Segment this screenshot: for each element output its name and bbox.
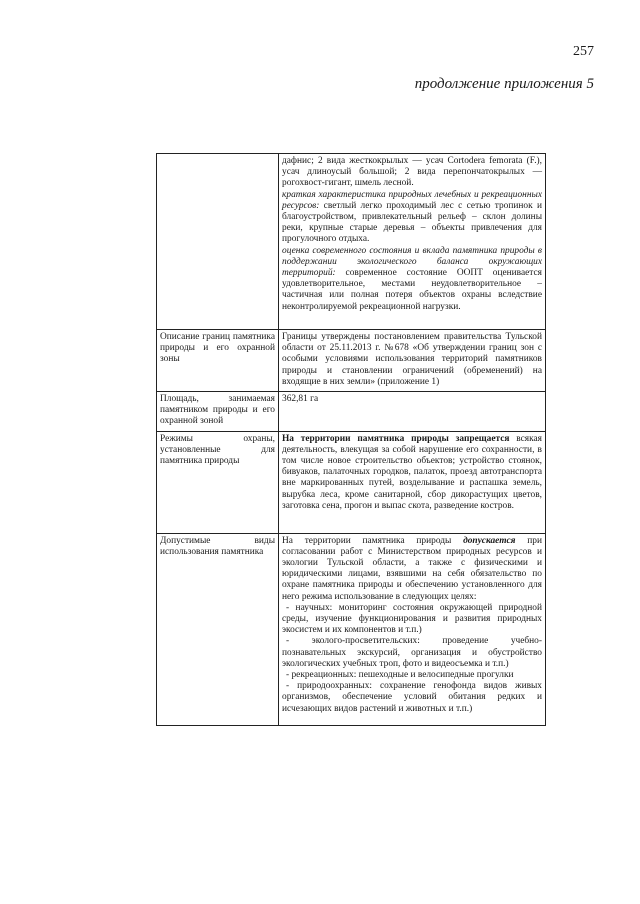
regime-lead: На территории памятника природы запрещается xyxy=(282,433,510,444)
monument-info-table xyxy=(156,153,546,726)
row-label: Допустимые виды использования памятника xyxy=(157,533,279,725)
regime-text: всякая деятельность, влекущая за собой нарушение его сохранности, в том числе новое строительство объектов; устройство стоянок, бивуаков, палаточных городков, палаток, проезд автотранспорта вне маркированных путей, возделывание и распашка земель, вырубка леса, кроме санитарной, сбор дикорастущих цветов, заготовка сена, прогон и выпас скота, разведение костров. xyxy=(282,433,542,511)
protection-regime xyxy=(282,434,542,512)
row-label xyxy=(157,154,279,330)
fauna-text: дафнис; 2 вида жесткокрылых — усач Cortodera femorata (F.), усач длиноусый большой; 2 вида перепончатокрылых — рогохвост-гигант, шмель лесной. xyxy=(282,156,542,189)
boundaries-text: Границы утверждены постановлением правительства Тульской области от 25.11.2013 г. №678 «Об утверждении границ зон с особыми условиями использования территорий памятников природы и становлении ограничений (обременений) на входящие в них земли» (приложение 1) xyxy=(282,332,542,387)
row-value xyxy=(279,330,546,392)
allowed-item-recreational: - рекреационных: пешеходные и велосипедные прогулки xyxy=(286,670,514,681)
row-value xyxy=(279,533,546,725)
allowed-item-conservation: - природоохранных: сохранение генофонда видов живых организмов, обеспечение условий обитания редких и исчезающих видов растений и животных и т.п.) xyxy=(282,681,542,714)
allowed-keyword: допускается xyxy=(463,535,516,546)
allowed-lead: На территории памятника природы xyxy=(282,535,464,546)
state-heading: оценка современного состояния и вклада памятника природы в поддержании экологического баланса окружающих территорий: xyxy=(282,245,542,279)
row-value xyxy=(279,431,546,533)
allowed-item-scientific: - научных: мониторинг состояния окружающей природной среды, изучение функционирования и развития природных экосистем и их компонентов и т.п.) xyxy=(282,602,542,636)
state-text: современное состояние ООПТ оценивается удовлетворительное, местами неудовлетворительное – частичная или полная потеря объектов охраны вследствие неконтролируемой рекреационной нагрузки. xyxy=(282,268,542,312)
row-label: Описание границ памятника природы и его охранной зоны xyxy=(157,330,279,392)
recreation-heading: краткая характеристика природных лечебных и рекреационных ресурсов: xyxy=(282,189,542,211)
state-assessment xyxy=(282,246,542,313)
appendix-note: продолжение приложения 5 xyxy=(414,76,594,92)
area-value: 362,81 га xyxy=(282,394,319,405)
table-row xyxy=(157,431,546,533)
allowed-intro xyxy=(282,536,542,603)
row-label: Режимы охраны, установленные для памятника природы xyxy=(157,431,279,533)
table-row xyxy=(157,154,546,330)
row-label: Площадь, занимаемая памятником природы и его охранной зоной xyxy=(157,392,279,432)
row-value xyxy=(279,392,546,432)
table-row xyxy=(157,533,546,725)
row-value xyxy=(279,154,546,330)
table-row xyxy=(157,392,546,432)
page-number: 257 xyxy=(573,44,594,59)
recreation-resources xyxy=(282,190,542,246)
allowed-item-educational: - эколого-просветительских: проведение учебно-познавательных экскурсий, организация и обустройство экологических учебных троп, фото и видеосъемка и т.п.) xyxy=(282,636,542,669)
allowed-intro-text: при согласовании работ с Министерством природных ресурсов и экологии Тульской области, а также с физическими и юридическими лицами, взявшими на себя обязательство по охране памятника природы и обеспечению установленного для него режима использование в следующих целях: xyxy=(282,535,542,602)
recreation-text: светлый легко проходимый лес с сетью тропинок и благоустройством, привлекательный рельеф – склон долины реки, крупные старые деревья – объекты привлечения для прогулочного отдыха. xyxy=(282,200,542,245)
table-row xyxy=(157,330,546,392)
